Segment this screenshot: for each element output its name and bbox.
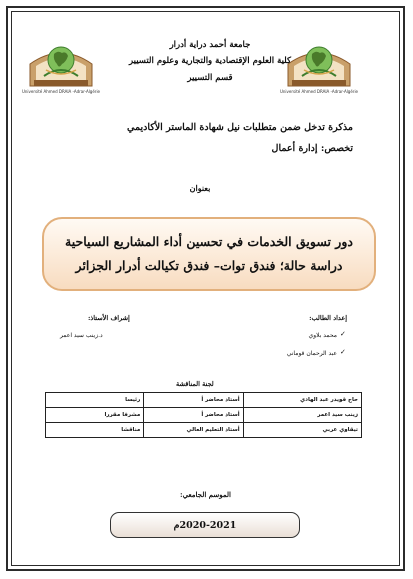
student-name-1: محمد بلاوي xyxy=(308,332,337,339)
member-role: رئيسا xyxy=(46,393,144,408)
memo-description: مذكرة تدخل ضمن متطلبات نيل شهادة الماستر الأكاديمي xyxy=(127,122,353,133)
thesis-title-box xyxy=(42,217,376,291)
member-rank: أستاذ محاضر أ xyxy=(144,393,243,408)
faculty-name: كلية العلوم الإقتصادية والتجارية وعلوم التسيير xyxy=(128,56,292,66)
table-row xyxy=(46,423,362,438)
member-name: زينب سيد اعمر xyxy=(243,408,361,423)
member-rank: أستاذ التعليم العالي xyxy=(144,423,243,438)
logo-caption-left: Université Ahmed DRAIA -Adrar-Algérie xyxy=(21,89,101,94)
academic-year-label: الموسم الجامعي: xyxy=(180,490,231,499)
logo-caption-right: Université Ahmed DRAIA -Adrar-Algérie xyxy=(279,89,359,94)
academic-year-box xyxy=(110,512,300,538)
department-name: قسم التسيير xyxy=(187,73,233,83)
supervisor-name: د.زينب سيد اعمر xyxy=(60,332,103,339)
member-rank: أستاذ محاضر أ xyxy=(144,408,243,423)
committee-label: لجنة المناقشة xyxy=(176,380,214,388)
thesis-title-line-2: دراسة حالة؛ فندق توات– فندق تكيالت أدرار الجزائر xyxy=(75,258,343,273)
member-role: مشرفا مقررا xyxy=(46,408,144,423)
thesis-title-line-1: دور تسويق الخدمات في تحسين أداء المشاريع السياحية xyxy=(65,234,353,249)
member-name: حاج قويدر عبد الهادي xyxy=(243,393,361,408)
table-row xyxy=(46,408,362,423)
university-name: جامعة أحمد دراية أدرار xyxy=(169,40,251,50)
check-icon: ✓ xyxy=(340,348,346,356)
member-role: مناقشا xyxy=(46,423,144,438)
academic-year-value: 2020-2021م xyxy=(173,519,237,531)
students-label: إعداد الطالب: xyxy=(309,314,347,322)
university-logo-left xyxy=(24,36,98,90)
student-name-2: عبد الرحمان قوماني xyxy=(286,350,337,357)
member-name: تيقاوي عربي xyxy=(243,423,361,438)
committee-table xyxy=(45,392,362,438)
check-icon: ✓ xyxy=(340,330,346,338)
table-row xyxy=(46,393,362,408)
supervisor-label: إشراف الأستاذ: xyxy=(88,314,130,322)
by-label: بعنوان xyxy=(189,183,211,193)
specialization: تخصص: إدارة أعمال xyxy=(271,143,353,154)
